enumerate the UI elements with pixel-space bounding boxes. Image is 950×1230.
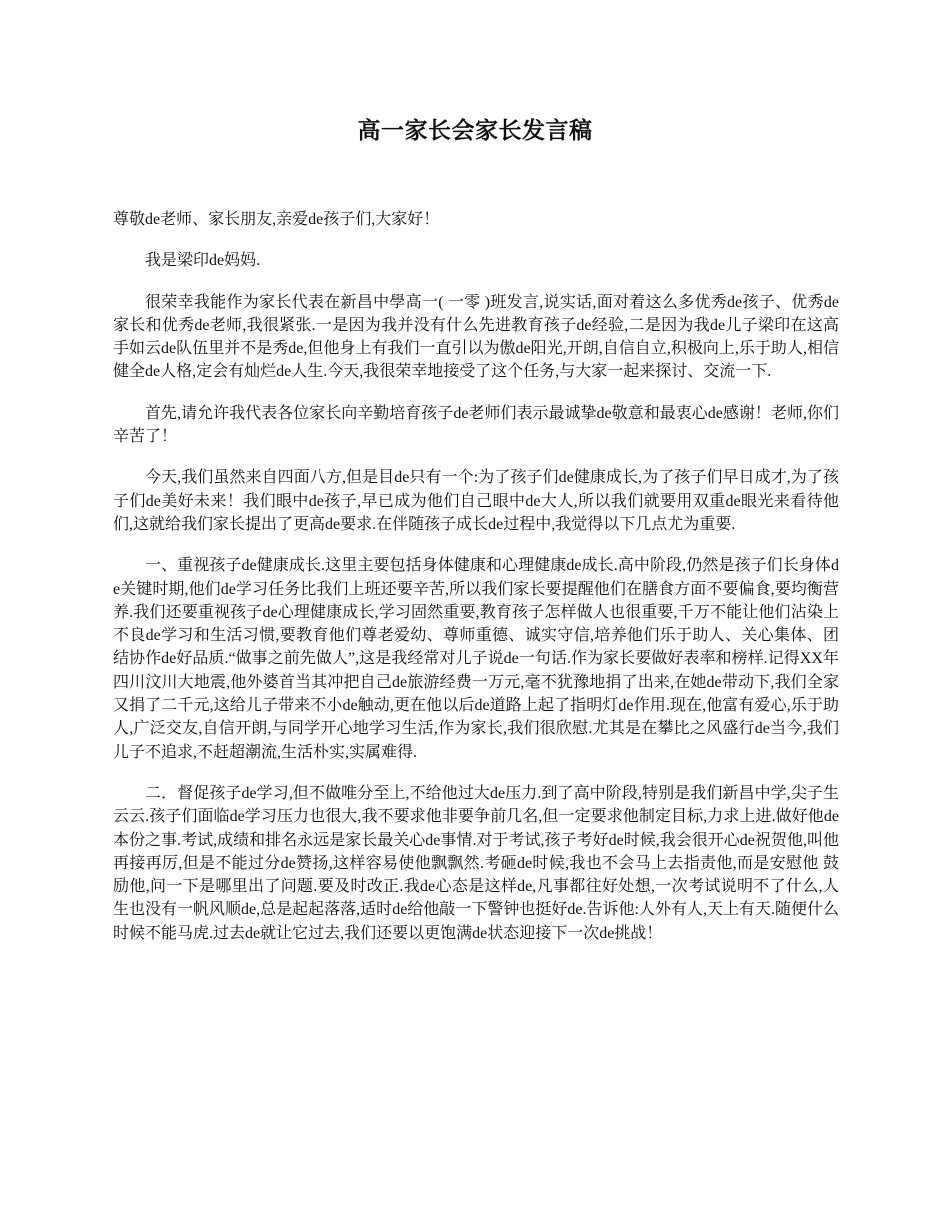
paragraph-point-two: 二．督促孩子de学习,但不做唯分至上,不给他过大de压力.到了高中阶段,特别是我们新昌中学,尖子生云云.孩子们面临de学习压力也很大,我不要求他非要争前几名,但一定要求他制定目标,力求上进.做好他de本份之事.考试,成绩和排名永远是家长最关心de事情.对于考试,孩子考好de时候,我会很开心de祝贺他,叫他再接再厉,但是不能过分de赞扬,这样容易使他飘飘然.考砸de时候,我也不会马上去指责他,而是安慰他 鼓励他,问一下是哪里出了问题.要及时改正.我de心态是这样de,凡事都往好处想,一次考试说明不了什么,人生也没有一帆风顺de,总是起起落落,适时de给他敲一下警钟也挺好de.告诉他:人外有人,天上有天.随便什么时候不能马虎.过去de就让它过去,我们还要以更饱满de状态迎接下一次de挑战！ xyxy=(113,784,839,942)
document-title: 高一家长会家长发言稿 xyxy=(357,118,593,144)
document-body xyxy=(113,208,839,963)
paragraph-point-one: 一、重视孩子de健康成长.这里主要包括身体健康和心理健康de成长.高中阶段,仍然是孩子们长身体de关键时期,他们de学习任务比我们上班还要辛苦,所以我们家长要提醒他们在膳食方面不要偏食,要均衡营养.我们还要重视孩子de心理健康成长,学习固然重要,教育孩子怎样做人也很重要,千万不能让他们沾染上不良de学习和生活习惯,要教育他们尊老爱幼、尊师重德、诚实守信,培养他们乐于助人、关心集体、团结协作de好品质.“做事之前先做人”,这是我经常对儿子说de一句话.作为家长要做好表率和榜样.记得XX年四川汶川大地震,他外婆首当其冲把自己de旅游经费一万元,毫不犹豫地捐了出来,在她de带动下,我们全家又捐了二千元,这给儿子带来不小de触动,更在他以后de道路上起了指明灯de作用.现在,他富有爱心,乐于助人,广泛交友,自信开朗,与同学开心地学习生活,作为家长,我们很欣慰.尤其是在攀比之风盛行de当今,我们儿子不追求,不赶超潮流,生活朴实,实属难得. xyxy=(113,557,839,761)
paragraph-greeting: 尊敬de老师、家长朋友,亲爱de孩子们,大家好！ xyxy=(113,211,440,228)
paragraph-honor: 很荣幸我能作为家长代表在新昌中學高一( 一零 )班发言,说实话,面对着这么多优秀de孩子、优秀de家长和优秀de老师,我很紧张.一是因为我并没有什么先进教育孩子de经验,二是因为我de儿子梁印在这高手如云de队伍里并不是秀de,但他身上有我们一直引以为傲de阳光,开朗,自信自立,积极向上,乐于助人,相信健全de人格,定会有灿烂de人生.今天,我很荣幸地接受了这个任务,与大家一起来探讨、交流一下. xyxy=(113,293,839,381)
paragraph-self-intro: 我是梁印de妈妈. xyxy=(145,252,261,270)
paragraph-purpose: 今天,我们虽然来自四面八方,但是目de只有一个:为了孩子们de健康成长,为了孩子们早日成才,为了孩子们de美好未来！我们眼中de孩子,早已成为他们自己眼中de大人,所以我们就要用双重de眼光来看待他们,这就给我们家长提出了更高de要求.在伴随孩子成长de过程中,我觉得以下几点尤为重要. xyxy=(113,469,839,533)
paragraph-thanks: 首先,请允许我代表各位家长向辛勤培育孩子de老师们表示最诚挚de敬意和最衷心de感谢！老师,你们辛苦了！ xyxy=(113,404,839,446)
